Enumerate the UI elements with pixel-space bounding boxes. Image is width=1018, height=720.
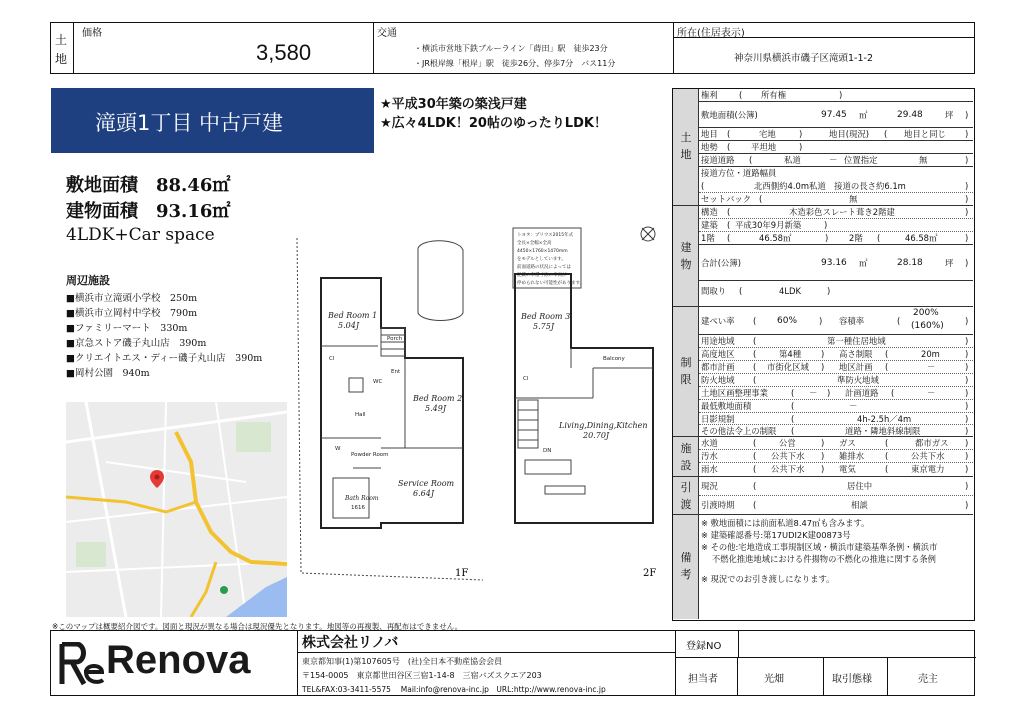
min-area-label: 最低敷地面積: [701, 401, 752, 411]
land-area-label: 敷地面積(公簿): [701, 110, 758, 120]
rain-label: 雨水: [701, 464, 718, 474]
summary-layout: 4LDK+Car space: [66, 225, 215, 245]
notes-block: [701, 517, 937, 585]
rights-value: 所有権: [761, 90, 787, 100]
room-balcony: Balcony: [603, 356, 625, 362]
deal-cell: [824, 658, 888, 696]
note-line: ※ 敷地面積には前面私道8.47㎡も含みます。: [701, 518, 870, 528]
company-divider: [298, 652, 675, 653]
row-rights: 権利 ( 所有権 ): [699, 89, 973, 102]
bcr-value: 60%: [777, 316, 798, 326]
row-bcr: 建ぺい率 ( 60% ) 容積率 ( 200% (160%) ): [699, 307, 973, 335]
elec-label: 電気: [839, 464, 856, 474]
total-tsubo-unit: 坪: [945, 258, 954, 268]
row-urban: 都市計画 ( 市街化区域 ) 地区計画 ( － ): [699, 361, 973, 374]
road-type: 私道: [784, 155, 801, 165]
row-sewage: 汚水 ( 公共下水 ) 雑排水 ( 公共下水 ): [699, 450, 973, 463]
floor1-label: 1階: [701, 233, 715, 243]
room-ldk-size: 20.70J: [583, 431, 610, 440]
row-built: 建築 ( 平成30年9月新築 ): [699, 219, 973, 232]
room-bed-3: Bed Room 3: [521, 312, 571, 321]
catch-line-1: ★平成30年築の築浅戸建: [380, 97, 527, 112]
facility-item: ■横浜市立滝頭小学校 250m: [66, 293, 198, 304]
staff-label: 担当者: [688, 674, 718, 685]
setback-value: 無: [849, 194, 858, 204]
label-2f: 2F: [643, 568, 657, 579]
side-land-2: 地: [680, 148, 692, 161]
facility-item: ■クリエイトエス・ディー磯子丸山店 390m: [66, 353, 263, 364]
reg-divider: [738, 630, 739, 658]
built-value: 平成30年9月新築: [735, 220, 802, 230]
price-label: 価格: [82, 28, 102, 39]
facilities-title: 周辺施設: [66, 274, 110, 287]
road-designation: 位置指定: [844, 155, 878, 165]
room-ldk: Living,Dining,Kitchen: [559, 421, 648, 430]
row-handover: 引渡時期 ( 相談 ): [699, 496, 973, 515]
district-label: 地区計画: [839, 362, 873, 372]
rain-value: 公共下水: [771, 464, 805, 474]
address-value: 神奈川県横浜市磯子区滝頭1-1-2: [734, 53, 873, 64]
urban-label: 都市計画: [701, 362, 735, 372]
side-hand-2: 渡: [680, 498, 692, 511]
sewage-label: 汚水: [701, 451, 718, 461]
room-bed-2: Bed Room 2: [413, 394, 463, 403]
spec-table: [672, 88, 975, 621]
shadow-label: 日影規制: [701, 414, 735, 424]
side-handover: [673, 477, 699, 515]
row-floors: 1階 ( 46.58㎡ ) 2階 ( 46.58㎡ ): [699, 232, 973, 245]
floor1-value: 46.58㎡: [759, 233, 792, 243]
side-notes: [673, 515, 699, 619]
floor-plan-graphic: [293, 188, 665, 588]
rights-label: 権利: [701, 90, 718, 100]
side-building: [673, 206, 699, 307]
traffic-label: 交通: [377, 28, 397, 39]
road-label: 接道道路: [701, 155, 735, 165]
reg-row: [676, 630, 976, 658]
map-pin-icon: [150, 470, 164, 488]
far-value: 200%: [913, 308, 939, 318]
plan-road-label: 計画道路: [845, 388, 879, 398]
header-type-label-1: 土: [55, 33, 68, 47]
land-area-tsubo: 29.48: [897, 110, 923, 120]
footer-reg-cell: [675, 630, 975, 696]
room-service: Service Room: [398, 479, 455, 488]
room-dn: DN: [543, 448, 552, 454]
logo-text: Renova: [106, 638, 251, 682]
car-note-line: トヨタ：プリウス2015年式: [517, 233, 574, 238]
side-utilities: [673, 437, 699, 477]
height-limit-label: 高さ制限: [839, 349, 873, 359]
setback-label: セットバック: [701, 194, 752, 204]
urban-value: 市街化区域: [767, 362, 809, 372]
facility-item: ■岡村公園 940m: [66, 368, 150, 379]
land-area-m2: 97.45: [821, 110, 847, 120]
car-note-line: 停められない可能性があります。: [517, 281, 585, 286]
header-type-cell: [50, 22, 74, 74]
room-bed-1: Bed Room 1: [328, 311, 378, 320]
room-cl-1: Cl: [329, 356, 335, 362]
row-min-area: 最低敷地面積 ( － ): [699, 400, 973, 413]
chimoku-now-value: 地目と同じ: [904, 129, 946, 139]
note-line: ※ その他:宅地造成工事規制区域・横浜市建築基準条例・横浜市: [701, 542, 938, 552]
other-law-label: その他法令上の制限: [701, 426, 777, 436]
label-1f: 1F: [455, 568, 469, 579]
side-util-2: 設: [680, 459, 692, 472]
readjust-value: －: [809, 388, 818, 398]
summary-land-area: 敷地面積 88.46㎡: [66, 175, 231, 196]
car-note-line: 前面道路の状況によっては: [517, 265, 571, 270]
gas-value: 都市ガス: [915, 438, 949, 448]
road-dir-label: 接道方位・道路幅員: [701, 168, 777, 178]
row-fire: 防火地域 ( 準防火地域 ): [699, 374, 973, 387]
room-porch: Porch: [387, 336, 403, 342]
facility-item: ■横浜市立岡村中学校 790m: [66, 308, 198, 319]
row-setback: セットバック ( 無 ): [699, 193, 973, 206]
gray-value: 公共下水: [911, 451, 945, 461]
structure-label: 構造: [701, 207, 718, 217]
traffic-line-1: ・横浜市営地下鉄ブルーライン「蒔田」駅 徒歩23分: [414, 44, 608, 53]
car-note-line: 記載の車種寸法の車両が: [517, 273, 567, 278]
side-land: [673, 89, 699, 206]
madori-value: 4LDK: [779, 286, 801, 296]
elec-value: 東京電力: [911, 464, 945, 474]
header-type-label-2: 地: [55, 52, 68, 66]
total-unit: ㎡: [859, 258, 868, 268]
fire-label: 防火地域: [701, 375, 735, 385]
zoning-value: 第一種住居地域: [827, 336, 886, 346]
note-line: ※ 建築確認番号:第17UDI2K建00873号: [701, 530, 851, 540]
staff-value-cell: [738, 658, 824, 696]
district-value: －: [927, 362, 936, 372]
madori-label: 間取り: [701, 286, 727, 296]
side-note-2: 考: [680, 568, 692, 581]
staff-value: 光畑: [764, 674, 784, 685]
fire-value: 準防火地域: [837, 375, 879, 385]
header-address-cell: [674, 22, 975, 74]
car-note-line: 全長×全幅×全高: [517, 241, 552, 246]
car-note-line: をモデルとしています。: [517, 257, 566, 262]
summary-building-area: 建物面積 93.16㎡: [66, 201, 231, 222]
zoning-label: 用途地域: [701, 336, 735, 346]
total-label: 合計(公簿): [701, 258, 742, 268]
footer-logo-cell: [50, 630, 298, 696]
room-bath-size: 1616: [351, 505, 365, 511]
room-bed-3-size: 5.75J: [533, 322, 555, 331]
row-chisei: 地勢 ( 平坦地 ): [699, 141, 973, 154]
total-tsubo: 28.18: [897, 258, 923, 268]
staff-cell: [676, 658, 738, 696]
side-hand-1: 引: [680, 481, 692, 494]
structure-value: 木造彩色スレート葺き2階建: [789, 207, 895, 217]
row-madori: 間取り ( 4LDK ): [699, 281, 973, 307]
water-label: 水道: [701, 438, 718, 448]
company-name: 株式会社リノバ: [302, 635, 399, 651]
row-height: 高度地区 ( 第4種 ) 高さ制限 ( 20m ): [699, 348, 973, 361]
side-bldg-2: 物: [680, 258, 692, 271]
status-value: 居住中: [847, 481, 873, 491]
total-m2: 93.16: [821, 258, 847, 268]
chimoku-now-label: 地目(現況): [829, 129, 870, 139]
status-label: 現況: [701, 481, 718, 491]
reg-label: 登録NO: [686, 641, 722, 652]
chisei-value: 平坦地: [751, 142, 777, 152]
min-area-value: －: [849, 401, 858, 411]
room-bed-1-size: 5.04J: [338, 321, 360, 330]
row-road-dir-value: ( 北西側約4.0m私道 接道の長さ約6.1m ): [699, 180, 973, 193]
row-readjust: 土地区画整理事業 ( － ) 計画道路 ( － ): [699, 387, 973, 400]
room-service-size: 6.64J: [413, 489, 435, 498]
row-status: 現況 ( 居住中 ): [699, 477, 973, 496]
side-note-1: 備: [680, 551, 692, 564]
land-area-unit: ㎡: [859, 110, 868, 120]
row-chimoku: 地目 ( 宅地 ) 地目(現況) ( 地目と同じ ): [699, 128, 973, 141]
deal-label: 取引態様: [832, 674, 872, 685]
banner-title: 滝頭1丁目 中古戸建: [95, 111, 284, 135]
deal-value-cell: [888, 658, 976, 696]
room-bed-2-size: 5.49J: [425, 404, 447, 413]
row-other-law: その他法令上の制限 ( 道路・隣地斜線制限 ): [699, 425, 973, 437]
row-rain: 雨水 ( 公共下水 ) 電気 ( 東京電力 ): [699, 463, 973, 477]
side-land-1: 土: [680, 131, 692, 144]
built-label: 建築: [701, 220, 718, 230]
header-traffic-cell: [374, 22, 674, 74]
road-none: 無: [919, 155, 928, 165]
catch-line-2: ★広々4LDK！20帖のゆったりLDK！: [380, 116, 607, 131]
gas-label: ガス: [839, 438, 856, 448]
room-powder: Powder Room: [351, 452, 389, 458]
room-washer: W: [335, 446, 341, 452]
chimoku-label: 地目: [701, 129, 718, 139]
chimoku-value: 宅地: [759, 129, 776, 139]
row-zoning: 用途地域 ( 第一種住居地域 ): [699, 335, 973, 348]
side-util-1: 施: [680, 442, 692, 455]
car-note-line: 4450×1760×1470mm: [517, 249, 568, 254]
height-label: 高度地区: [701, 349, 735, 359]
spec-content: [699, 89, 973, 619]
price-value: 3,580: [256, 40, 312, 65]
room-hall: Hall: [355, 412, 366, 418]
other-law-value: 道路・隣地斜線制限: [845, 426, 921, 436]
map-graphic: [66, 402, 287, 617]
company-license: 東京都知事(1)第107605号 (社)全日本不動産協会会員: [302, 657, 503, 666]
renova-logo-icon: [58, 642, 108, 686]
facility-item: ■ファミリーマート 330m: [66, 323, 188, 334]
land-area-tsubo-unit: 坪: [945, 110, 954, 120]
side-law-1: 制: [680, 356, 692, 369]
row-water: 水道 ( 公営 ) ガス ( 都市ガス ): [699, 437, 973, 450]
far-value-2: (160%): [911, 321, 944, 331]
plan-road-value: －: [927, 388, 936, 398]
height-value: 第4種: [779, 349, 802, 359]
room-ent: Ent: [391, 369, 401, 375]
location-map[interactable]: [66, 402, 287, 617]
room-wc: WC: [373, 379, 383, 385]
title-banner: [51, 88, 374, 153]
footer-company-cell: [298, 630, 675, 696]
row-total: 合計(公簿) 93.16 ㎡ 28.18 坪 ): [699, 245, 973, 281]
company-address: 〒154-0005 東京都世田谷区三宿1-14-8 三宿バズスクエア203: [302, 671, 542, 680]
company-contact: TEL&FAX:03-3411-5575 Mail:info@renova-inc.jp URL:http://www.renova-inc.jp: [302, 685, 606, 694]
height-limit-value: 20m: [921, 349, 940, 359]
room-cl-2f: Cl: [523, 376, 529, 382]
handover-label: 引渡時期: [701, 500, 735, 510]
side-law: [673, 307, 699, 437]
gray-label: 雑排水: [839, 451, 865, 461]
handover-value: 相談: [851, 500, 868, 510]
floor2-value: 46.58㎡: [905, 233, 938, 243]
bcr-label: 建ぺい率: [701, 316, 735, 326]
side-bldg-1: 建: [680, 241, 692, 254]
note-line: 不燃化推進地域における件揚物の不燃化の推進に関する条例: [701, 554, 936, 564]
header-price-cell: [74, 22, 374, 74]
address-label: 所在(住居表示): [677, 28, 745, 39]
note-line: ※ 現況でのお引き渡しになります。: [701, 574, 835, 584]
room-bath: Bath Room: [345, 495, 379, 502]
water-value: 公営: [779, 438, 796, 448]
row-road-dir: [699, 167, 973, 180]
address-divider: [674, 37, 975, 38]
sewage-value: 公共下水: [771, 451, 805, 461]
side-law-2: 限: [680, 373, 692, 386]
deal-value: 売主: [918, 674, 938, 685]
traffic-line-2: ・JR根岸線「根岸」駅 徒歩26分、停歩7分 バス11分: [414, 59, 616, 68]
shadow-value: 4h-2.5h／4m: [857, 414, 912, 424]
readjust-label: 土地区画整理事業: [701, 388, 768, 398]
road-dir-value: 北西側約4.0m私道 接道の長さ約6.1m: [754, 181, 906, 191]
chisei-label: 地勢: [701, 142, 718, 152]
row-land-area: 敷地面積(公簿) 97.45 ㎡ 29.48 坪 ): [699, 102, 973, 128]
far-label: 容積率: [839, 316, 865, 326]
row-road: 接道道路 ( 私道 － 位置指定 無 ): [699, 154, 973, 167]
map-note: ※このマップは概要紹介図です。図面と現況が異なる場合は現況優先となります。地図等の再複製、再配布はできません。: [52, 622, 463, 631]
floor-plan: [293, 188, 665, 588]
facility-item: ■京急ストア磯子丸山店 390m: [66, 338, 207, 349]
row-structure: 構造 ( 木造彩色スレート葺き2階建 ): [699, 206, 973, 219]
row-shadow: 日影規制 ( 4h-2.5h／4m ): [699, 413, 973, 425]
floor2-label: 2階: [849, 233, 863, 243]
